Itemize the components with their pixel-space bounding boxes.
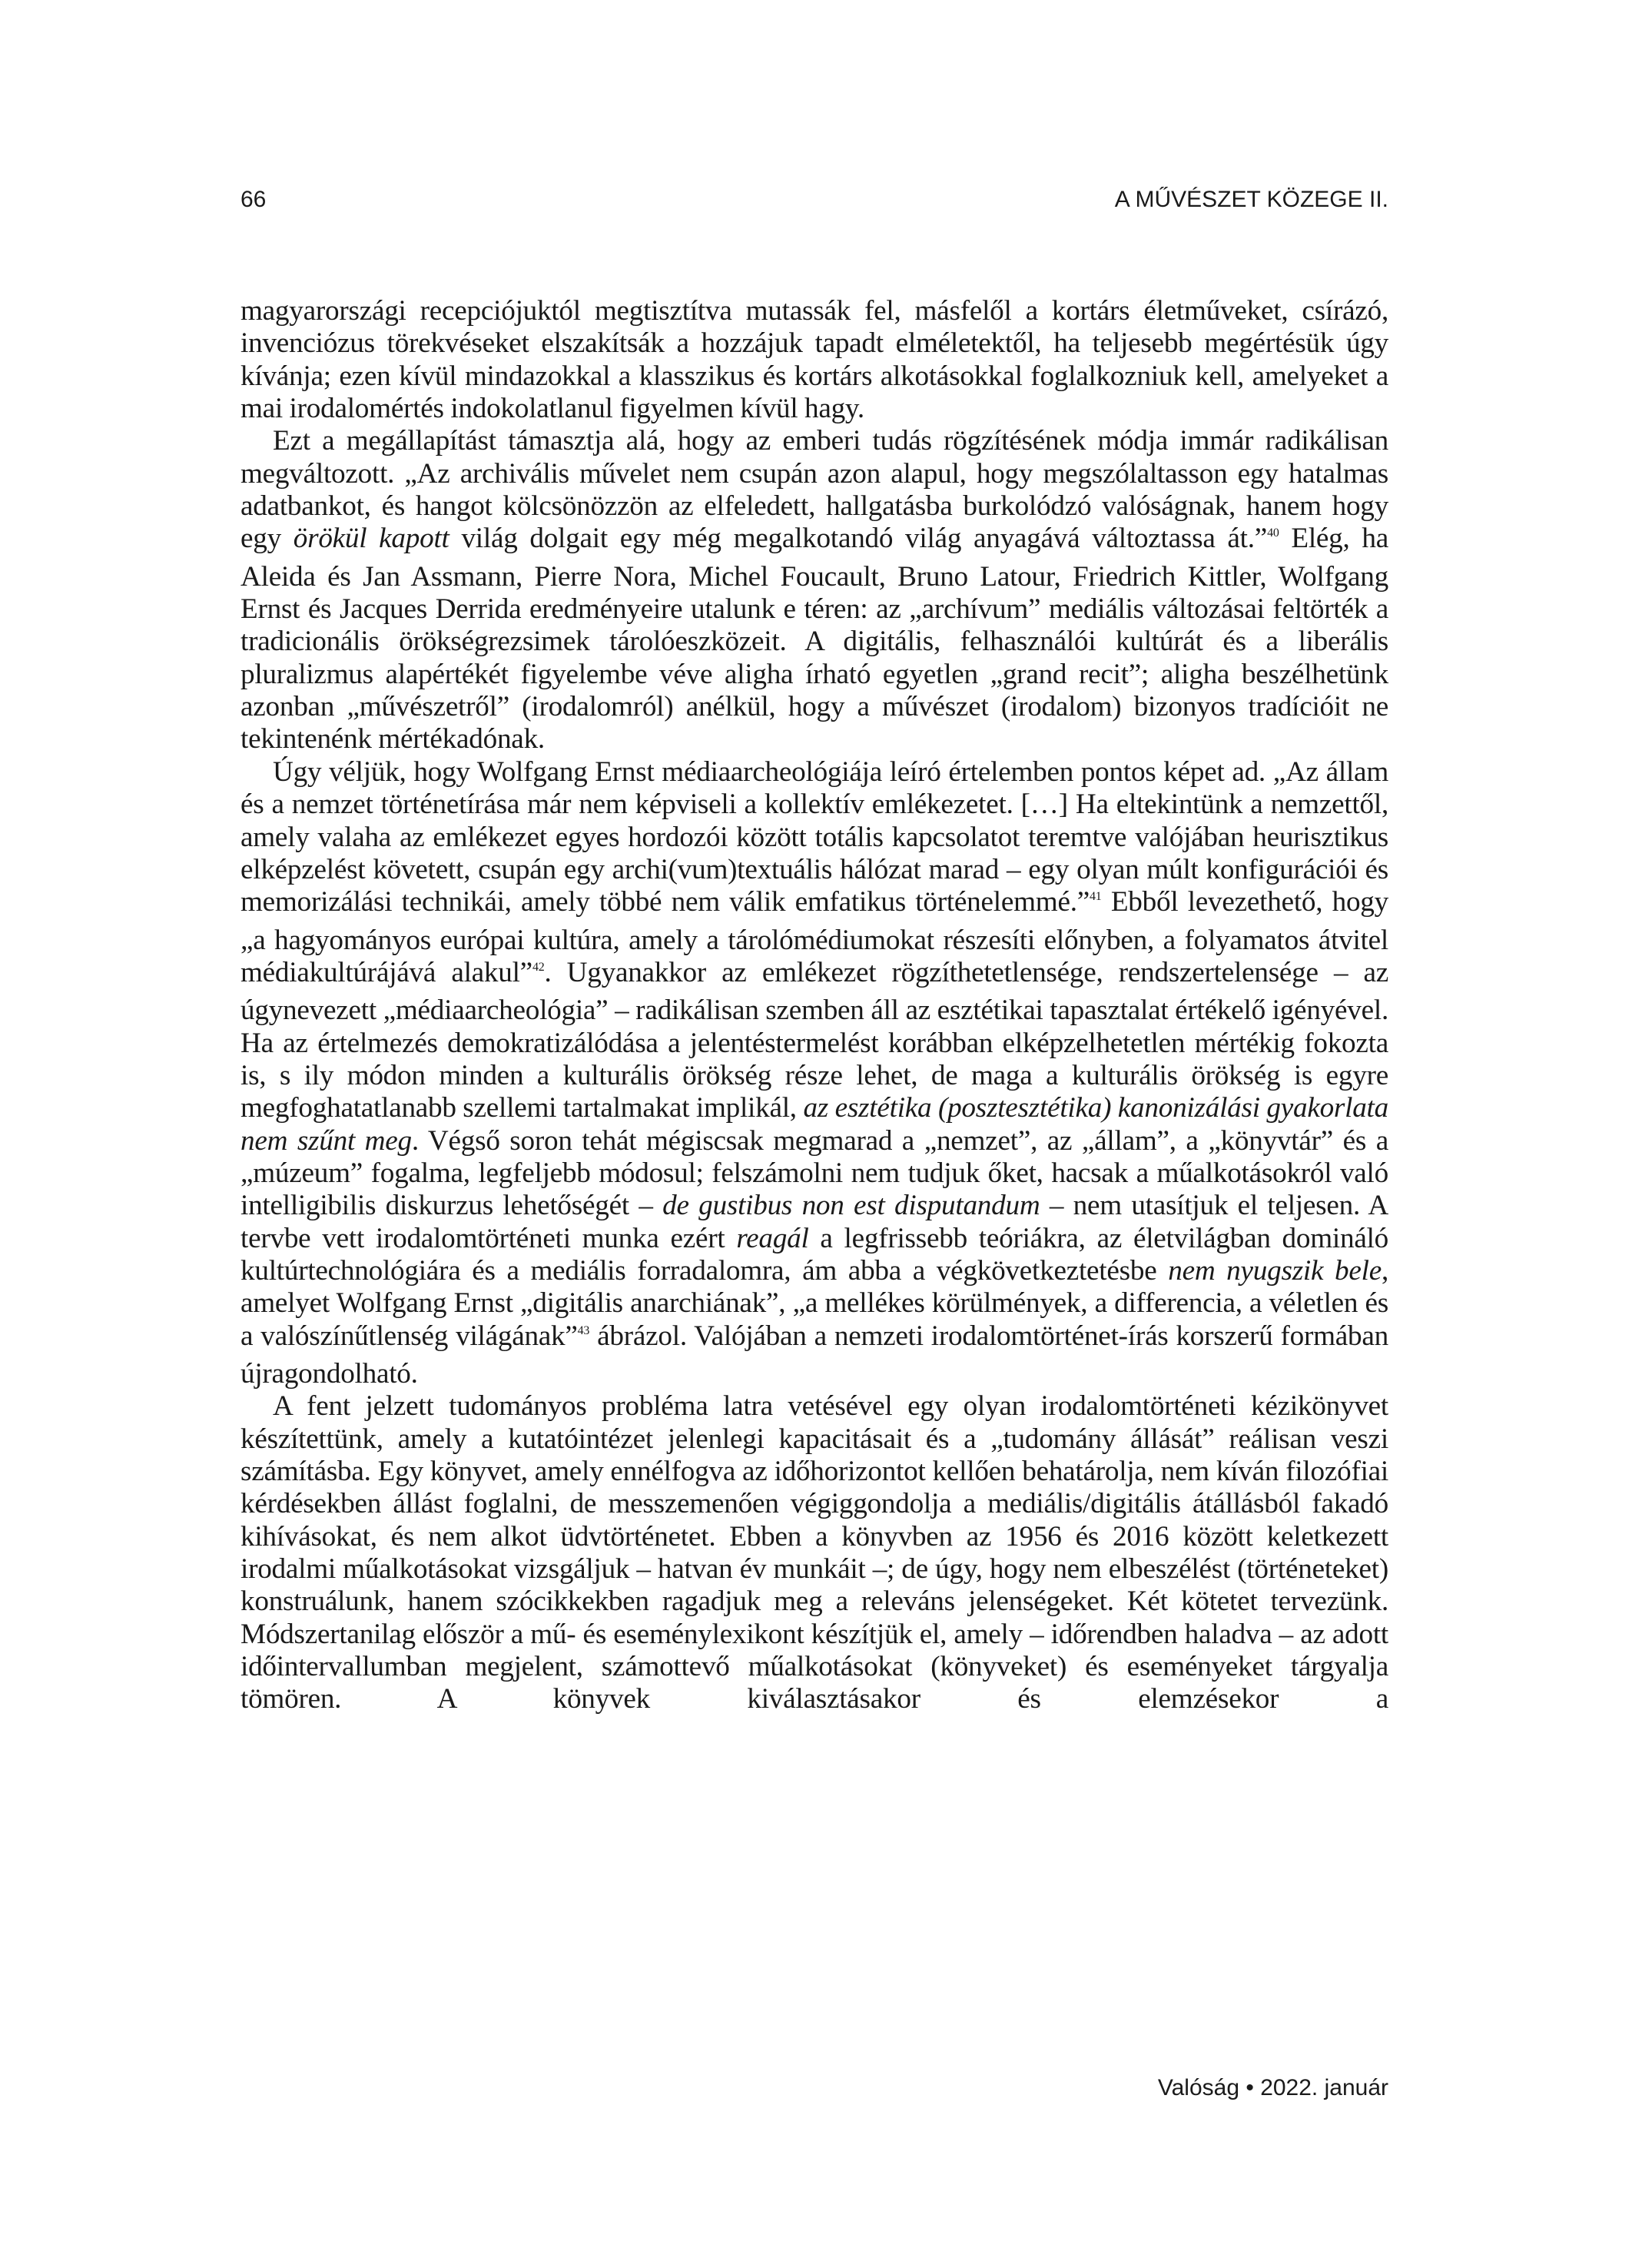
paragraph-handbook — [240, 1390, 1388, 1715]
text-run: világ dolgait egy még megalkotandó világ anyagává változtassa át.” — [449, 523, 1268, 555]
text-run: a legfrissebb teóriákra, az életvilágban domináló kultúrtechnológiára és a mediális forradalomra, ám abba a végkövetkeztetésbe — [240, 1222, 1388, 1287]
running-title: A MŰVÉSZET KÖZEGE II. — [1114, 187, 1388, 212]
page-number: 66 — [240, 187, 267, 212]
paragraph-text: magyarországi recepciójuktól megtisztítva mutassák fel, másfelől a kortárs életműveket, csírázó, invenciózus törekvéseket elszakítsák a hozzájuk tapadt elméletektől, ha teljesebb megértésük úgy kívánja; ezen kívül mindazokkal a klasszikus és kortárs alkotásokkal foglalkozniuk kell, amelyeket a mai irodalomértés indokolatlanul figyelmen kívül hagy. — [240, 295, 1388, 425]
paragraph-media-archaeology — [240, 756, 1388, 1391]
journal-issue: Valóság • 2022. január — [1157, 2075, 1388, 2100]
text-run: , amelyet Wolfgang Ernst „digitális anarchiának”, „a mellékes körülmények, a differencia, a véletlen és a valószínűtlenség világának” — [240, 1254, 1388, 1352]
footnote-marker-40: 40 — [1267, 526, 1279, 540]
page-footer — [240, 2075, 1388, 2101]
paragraph-archive — [240, 425, 1388, 755]
text-run: . Végső soron tehát mégiscsak megmarad a „nemzet”, az „állam”, a „könyvtár” és a „múzeum” fogalma, legfeljebb módosul; felszámolni nem tudjuk őket, hacsak a műalkotásokról való intelligibilis diskurzus lehetőségét – — [240, 1124, 1389, 1222]
page-header — [240, 187, 1388, 213]
italic-phrase: reagál — [736, 1222, 809, 1254]
text-run: ábrázol. Valójában a nemzeti irodalomtörténet-írás korszerű formában újragondolható. — [240, 1320, 1388, 1390]
italic-phrase: az esztétika (posztesztétika) kanonizálási gyakorlata nem szűnt meg — [240, 1092, 1388, 1157]
text-run: Úgy véljük, hogy Wolfgang Ernst médiaarcheológiája leíró értelemben pontos képet ad. „Az állam és a nemzet történetírása már nem képviseli a kollektív emlékezetet. […] Ha eltekintünk a nemzettől, amely valaha az emlékezet egyes hordozói között totális kapcsolatot teremtve valójában heurisztikus elképzelést követett, csupán egy archi(vum)textuális hálózat marad – egy olyan múlt konfigurációi és memorizálási technikái, amely többé nem válik emfatikus történelemmé.” — [240, 755, 1388, 918]
footnote-marker-42: 42 — [532, 960, 545, 974]
italic-phrase: nem nyugszik bele — [1168, 1254, 1382, 1287]
text-run: . Ugyanakkor az emlékezet rögzíthetetlensége, rendszertelensége – az úgynevezett „médiaarcheológia” – radikálisan szemben áll az esztétikai tapasztalat értékelő igényével. Ha az értelmezés demokratizálódása a jelentéstermelést korábban elképzelhetetlen mértékig fokozta is, s ily módon minden a kulturális örökség része lehet, de maga a kulturális örökség is egyre megfoghatatlanabb szellemi tartalmakat implikál, — [240, 956, 1388, 1124]
italic-phrase: örökül kapott — [293, 523, 449, 555]
text-run: Elég, ha Aleida és Jan Assmann, Pierre Nora, Michel Foucault, Bruno Latour, Friedrich Kittler, Wolfgang Ernst és Jacques Derrida eredményeire utalunk e téren: az „archívum” mediális változásai feltörték a tradicionális örökségrezsimek tárolóeszközeit. A digitális, felhasználói kultúrát és a liberális pluralizmus alapértékét figyelembe véve aligha írható egyetlen „grand recit”; aligha beszélhetünk azonban „művészetről” (irodalomról) anélkül, hogy a művészet (irodalom) bizonyos tradícióit ne tekintenénk mértékadónak. — [240, 523, 1388, 755]
footnote-marker-41: 41 — [1090, 890, 1102, 904]
text-run: – nem utasítjuk el teljesen. A tervbe vett irodalomtörténeti munka ezért — [240, 1190, 1388, 1254]
article-body — [240, 295, 1388, 1716]
text-run: Ebből levezethető, hogy „a hagyományos európai kultúra, amely a tárolómédiumokat részesíti előnyben, a folyamatos átvitel médiakultúrájává alakul” — [240, 886, 1388, 988]
text-run: Ezt a megállapítást támasztja alá, hogy az emberi tudás rögzítésének módja immár radikálisan megváltozott. „Az archivális művelet nem csupán azon alapul, hogy megszólaltasson egy hatalmas adatbankot, és hangot kölcsönözzön az elfeledett, hallgatásba burkolódzó valóságnak, hanem hogy egy — [240, 425, 1388, 555]
footnote-marker-43: 43 — [577, 1323, 590, 1337]
paragraph-text: A fent jelzett tudományos probléma latra vetésével egy olyan irodalomtörténeti kézikönyvet készítettünk, amely a kutatóintézet jelenlegi kapacitásait és a „tudomány állását” reálisan veszi számításba. Egy könyvet, amely ennélfogva az időhorizontot kellően behatárolja, nem kíván filozófiai kérdésekben állást foglalni, de messzemenően végiggondolja a mediális/digitális átállásból fakadó kihívásokat, és nem alkot üdvtörténetet. Ebben a könyvben az 1956 és 2016 között keletkezett irodalmi műalkotásokat vizsgáljuk – hatvan év munkáit –; de úgy, hogy nem elbeszélést (történeteket) konstruálunk, hanem szócikkekben ragadjuk meg a releváns jelenségeket. Két kötetet tervezünk. Módszertanilag először a mű- és eseménylexikont készítjük el, amely – időrendben haladva – az adott időintervallumban megjelent, számottevő műalkotásokat (könyveket) és eseményeket tárgyalja tömören. A könyvek kiválasztásakor és elemzésekor a — [240, 1390, 1388, 1715]
italic-phrase: de gustibus non est disputandum — [662, 1190, 1040, 1222]
paragraph-continued — [240, 295, 1388, 425]
